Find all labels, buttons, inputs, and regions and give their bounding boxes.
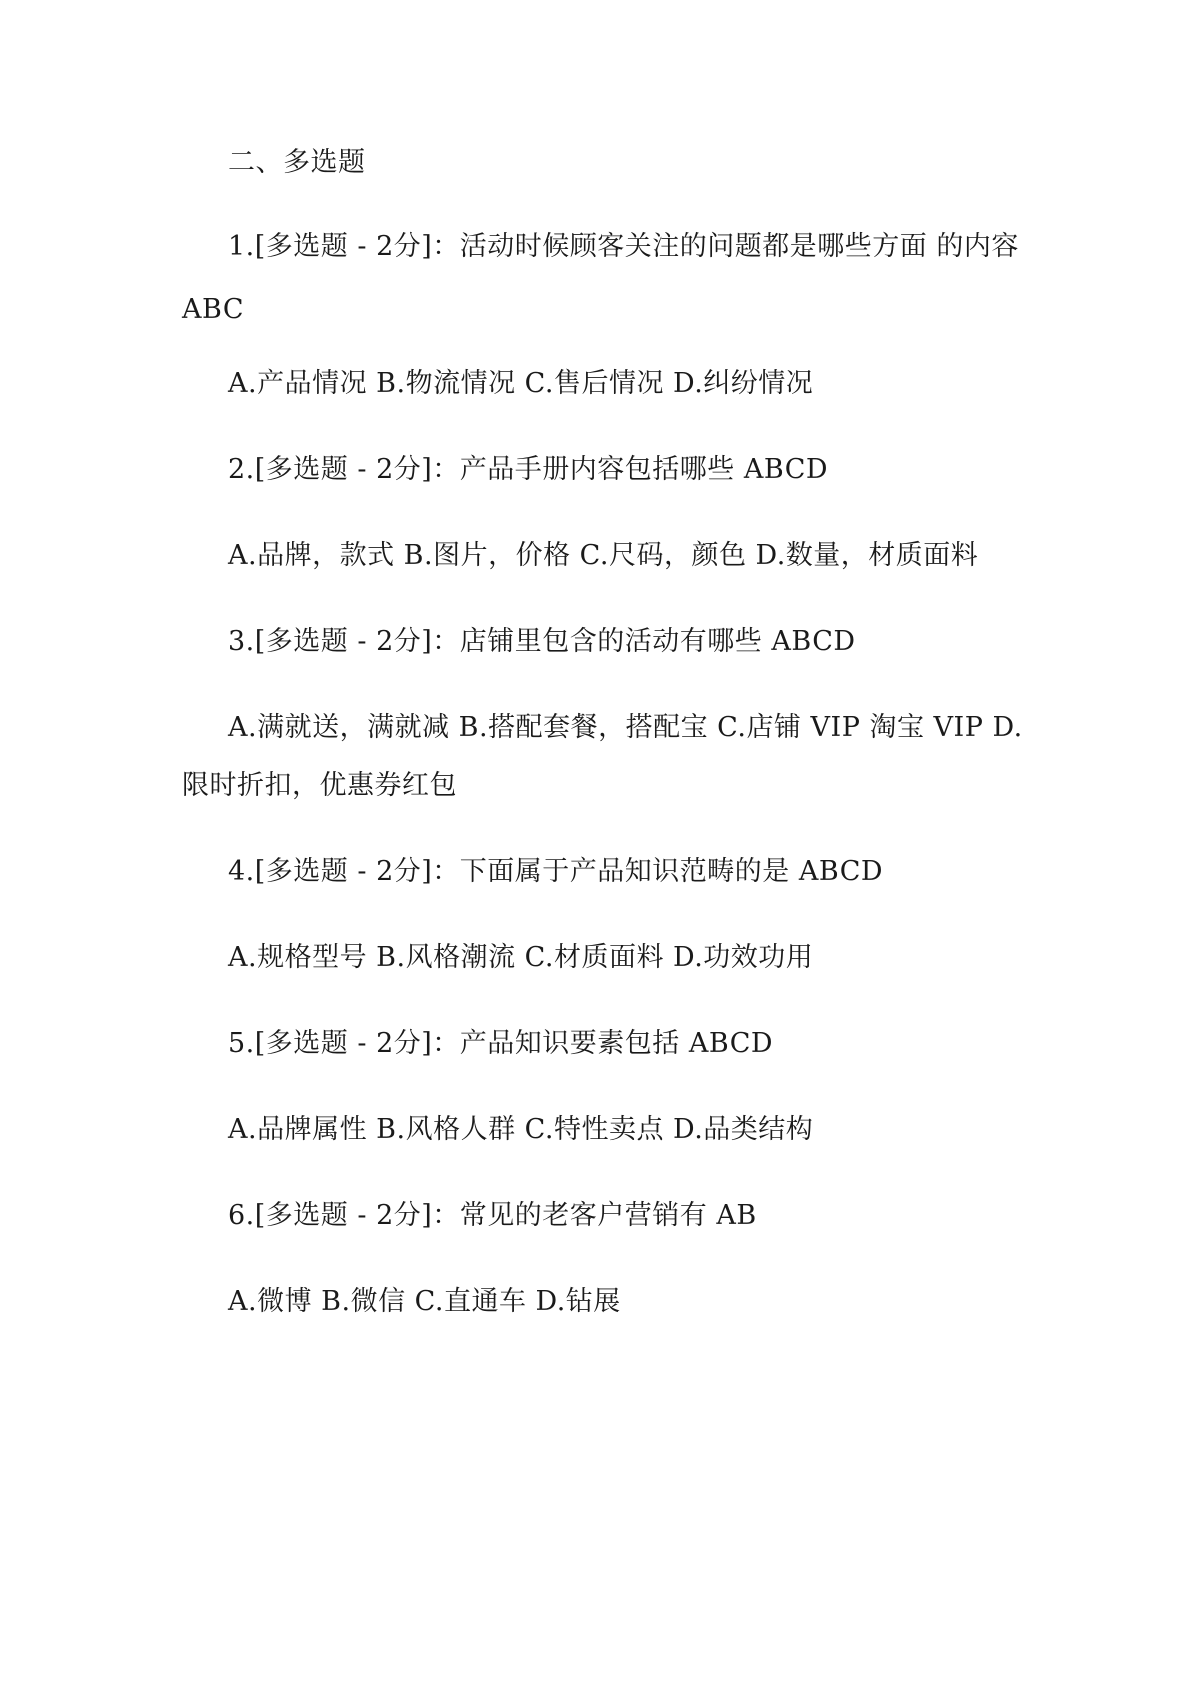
question-3-stem: 3.[多选题 - 2分]：店铺里包含的活动有哪些 ABCD xyxy=(228,626,856,657)
question-5-stem: 5.[多选题 - 2分]：产品知识要素包括 ABCD xyxy=(228,1028,774,1059)
question-1-stem: 1.[多选题 - 2分]：活动时候顾客关注的问题都是哪些方面 的内容 xyxy=(228,231,1019,262)
question-5-options: A.品牌属性 B.风格人群 C.特性卖点 D.品类结构 xyxy=(228,1114,814,1145)
question-6-stem: 6.[多选题 - 2分]：常见的老客户营销有 AB xyxy=(228,1200,757,1231)
section-title: 二、多选题 xyxy=(228,147,366,178)
question-1-options: A.产品情况 B.物流情况 C.售后情况 D.纠纷情况 xyxy=(228,368,814,399)
question-4-options: A.规格型号 B.风格潮流 C.材质面料 D.功效功用 xyxy=(228,942,814,973)
question-6-options: A.微博 B.微信 C.直通车 D.钻展 xyxy=(228,1286,621,1317)
question-2-stem: 2.[多选题 - 2分]：产品手册内容包括哪些 ABCD xyxy=(228,454,829,485)
question-2-options: A.品牌，款式 B.图片，价格 C.尺码，颜色 D.数量，材质面料 xyxy=(228,540,979,571)
question-3-options-cont: 限时折扣，优惠券红包 xyxy=(182,770,457,801)
question-4-stem: 4.[多选题 - 2分]：下面属于产品知识范畴的是 ABCD xyxy=(228,856,884,887)
question-1-answer: ABC xyxy=(182,294,244,325)
question-3-options: A.满就送，满就减 B.搭配套餐，搭配宝 C.店铺 VIP 淘宝 VIP D. xyxy=(228,712,1023,743)
